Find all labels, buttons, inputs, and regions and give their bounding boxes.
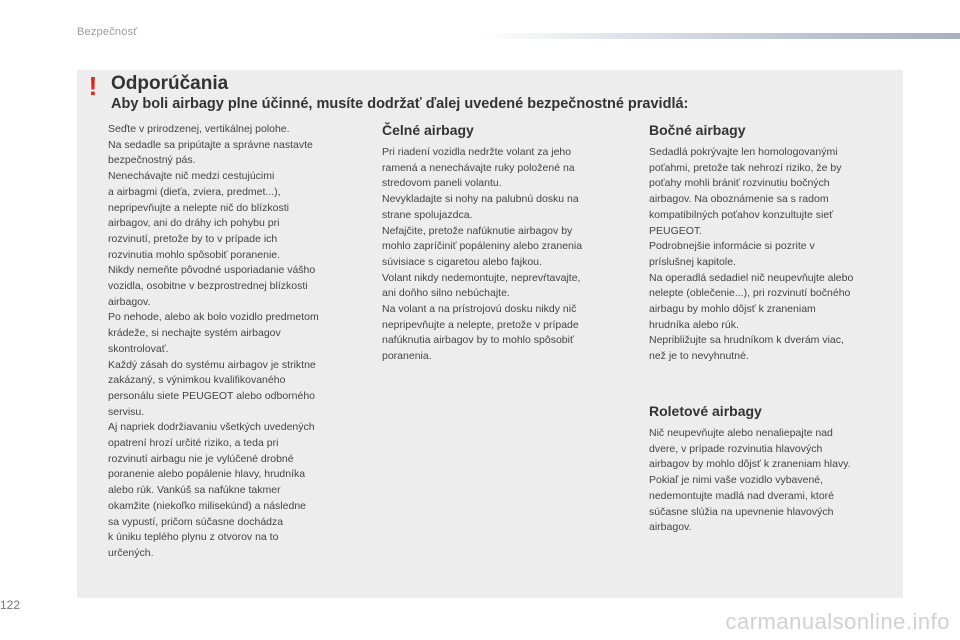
side-airbags-text: [649, 145, 899, 365]
text-line: vozidla, osobitne v bezprostrednej blízkosti: [108, 280, 308, 293]
watermark: carmanualsonline.info: [725, 609, 950, 634]
section-title: Bezpečnosť: [77, 26, 138, 38]
text-line: skontrolovať.: [108, 342, 169, 355]
text-line: Po nehode, alebo ak bolo vozidlo predmetom: [108, 311, 319, 324]
header-gradient-bar: [478, 33, 960, 39]
text-line: ani doňho silno nebúchajte.: [382, 287, 510, 300]
text-line: bezpečnostný pás.: [108, 154, 196, 167]
text-line: ramená a nenechávajte ruky položené na: [382, 161, 575, 174]
page-subtitle: Aby boli airbagy plne účinné, musíte dodržať ďalej uvedené bezpečnostné pravidlá:: [111, 96, 689, 112]
text-line: než je to nevyhnutné.: [649, 350, 749, 363]
front-airbags-column: [382, 121, 632, 365]
text-line: rozvinutia mohlo spôsobiť poranenie.: [108, 248, 281, 261]
text-line: hrudníka alebo rúk.: [649, 318, 739, 331]
text-line: Podrobnejšie informácie si pozrite v: [649, 240, 815, 253]
text-line: stredovom paneli volantu.: [382, 177, 502, 190]
text-line: airbagov. Na oboznámenie sa s radom: [649, 193, 829, 206]
text-line: poťahy mohli brániť rozvinutiu bočných: [649, 177, 830, 190]
text-line: súčasne slúžia na upevnenie hlavových: [649, 505, 834, 518]
text-line: airbagov.: [649, 521, 692, 534]
text-line: Nikdy nemeňte pôvodné usporiadanie vášho: [108, 264, 316, 277]
text-line: zakázaný, s výnimkou kvalifikovaného: [108, 374, 286, 387]
text-line: airbagov.: [108, 295, 151, 308]
text-line: Nepribližujte sa hrudníkom k dverám viac,: [649, 334, 844, 347]
text-line: okamžite (niekoľko milisekúnd) a následne: [108, 499, 306, 512]
text-line: airbagu by mohlo dôjsť k zraneniam: [649, 303, 816, 316]
text-line: strane spolujazdca.: [382, 208, 473, 221]
text-line: nelepte (oblečenie...), pri rozvinutí bočného: [649, 287, 851, 300]
text-line: Sedadlá pokrývajte len homologovanými: [649, 146, 838, 158]
front-airbags-heading: Čelné airbagy: [382, 122, 474, 138]
text-line: Pokiaľ je nimi vaše vozidlo vybavené,: [649, 474, 824, 487]
side-airbags-heading: Bočné airbagy: [649, 122, 746, 138]
side-airbags-column: [649, 121, 899, 365]
text-line: poťahmi, pretože tak nehrozí riziko, že by: [649, 161, 842, 174]
text-line: nepripevňujte a nelepte nič do blízkosti: [108, 201, 289, 214]
text-line: rozvinutí airbagu nie je vylúčené drobné: [108, 452, 294, 465]
text-line: opatrení hrozí určité riziko, a teda pri: [108, 437, 279, 450]
text-line: Seďte v prirodzenej, vertikálnej polohe.: [108, 123, 290, 135]
text-line: mohlo zapríčiniť popáleniny alebo zranenia: [382, 240, 583, 253]
text-line: rozvinutí, pretože by to v prípade ich: [108, 232, 278, 245]
text-line: Volant nikdy nedemontujte, neprevŕtavajte,: [382, 271, 581, 284]
text-line: Na operadlá sedadiel nič neupevňujte alebo: [649, 271, 854, 284]
text-line: Nevykladajte si nohy na palubnú dosku na: [382, 193, 579, 206]
text-line: k úniku teplého plynu z otvorov na to: [108, 531, 279, 544]
text-line: personálu siete PEUGEOT alebo odborného: [108, 389, 316, 402]
text-line: Nenechávajte nič medzi cestujúcimi: [108, 170, 275, 183]
text-line: sa vypustí, pričom súčasne dochádza: [108, 515, 284, 528]
text-line: Na volant a na prístrojovú dosku nikdy nič: [382, 303, 577, 316]
curtain-airbags-heading: Roletové airbagy: [649, 403, 762, 419]
text-line: Pri riadení vozidla nedržte volant za jeho: [382, 146, 572, 158]
front-airbags-text: [382, 145, 632, 365]
text-line: alebo rúk. Vankúš sa nafúkne takmer: [108, 484, 281, 497]
text-line: airbagov by mohlo dôjsť k zraneniam hlavy.: [649, 458, 851, 471]
text-line: Nič neupevňujte alebo nenaliepajte nad: [649, 427, 833, 439]
curtain-airbags-text: [649, 426, 899, 536]
text-line: Nefajčite, pretože nafúknutie airbagov by: [382, 224, 573, 237]
page-title: Odporúčania: [111, 73, 229, 94]
page-number: 122: [0, 598, 21, 612]
text-line: airbagov, ani do dráhy ich pohybu pri: [108, 217, 280, 230]
curtain-airbags-column: [649, 402, 899, 536]
text-line: dvere, v prípade rozvinutia hlavových: [649, 442, 823, 455]
text-line: Aj napriek dodržiavaniu všetkých uvedených: [108, 421, 315, 434]
text-line: určených.: [108, 546, 154, 559]
text-line: servisu.: [108, 405, 145, 418]
text-line: poranenia.: [382, 350, 432, 363]
general-rules-column: [108, 122, 370, 562]
text-line: súvisiace s cigaretou alebo fajkou.: [382, 255, 542, 268]
text-line: krádeže, si nechajte systém airbagov: [108, 327, 281, 340]
warning-exclamation-icon: !: [88, 71, 98, 101]
text-line: poranenie alebo popálenie hlavy, hrudníka: [108, 468, 306, 481]
text-line: nepripevňujte a nelepte, pretože v prípade: [382, 318, 579, 331]
text-line: a airbagmi (dieťa, zviera, predmet...),: [108, 185, 281, 198]
text-line: príslušnej kapitole.: [649, 255, 736, 268]
text-line: Každý zásah do systému airbagov je striktne: [108, 358, 316, 371]
general-rules-text: [108, 122, 370, 562]
text-line: Na sedadle sa pripútajte a správne nastavte: [108, 138, 313, 151]
text-line: nafúknutia airbagov by to mohlo spôsobiť: [382, 334, 574, 347]
text-line: nedemontujte madlá nad dverami, ktoré: [649, 489, 835, 502]
text-line: kompatibilných poťahov konzultujte sieť: [649, 208, 834, 221]
text-line: PEUGEOT.: [649, 224, 703, 237]
